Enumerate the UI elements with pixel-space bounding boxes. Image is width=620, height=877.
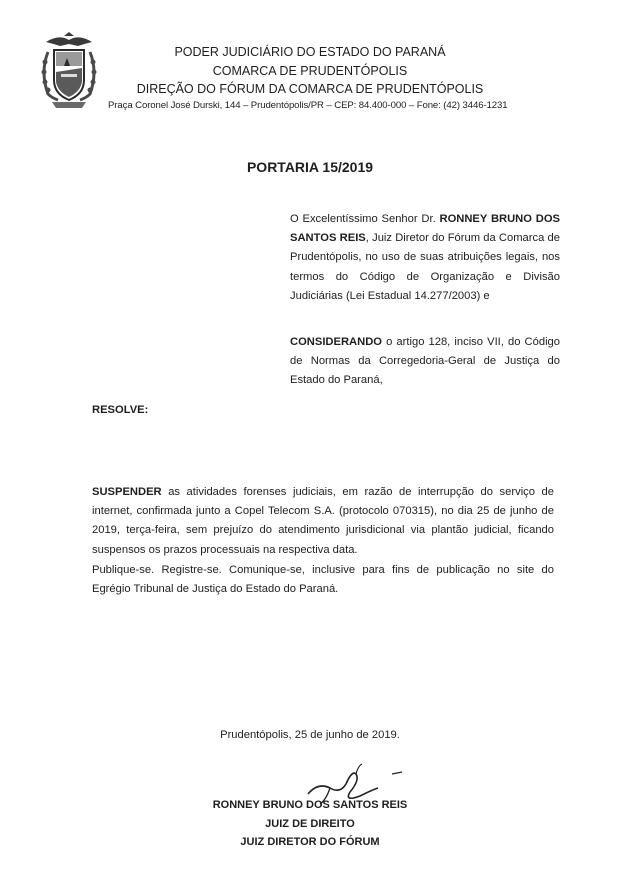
publish-paragraph: Publique-se. Registre-se. Comunique-se, inclusive para fins de publicação no site do Egrégio Tribunal de Justiça do Estado do Paraná. bbox=[92, 564, 554, 596]
intro-text-after: , Juiz Diretor do Fórum da Comarca de Prudentópolis, no uso de suas atribuições legais, nos termos do Código de Organização e Divisão Judiciárias (Lei Estadual 14.277/2003) e bbox=[290, 232, 560, 302]
considering-paragraph bbox=[290, 333, 560, 391]
header-address: Praça Coronel José Durski, 144 – Prudentópolis/PR – CEP: 84.400-000 – Fone: (42) 3446-1231 bbox=[108, 100, 508, 111]
intro-text-before: O Excelentíssimo Senhor Dr. bbox=[290, 213, 440, 225]
document-date: Prudentópolis, 25 de junho de 2019. bbox=[220, 729, 400, 741]
intro-paragraph bbox=[290, 210, 560, 306]
resolve-heading: RESOLVE: bbox=[92, 404, 149, 416]
suspend-paragraph bbox=[92, 483, 554, 560]
header-district: COMARCA DE PRUDENTÓPOLIS bbox=[212, 64, 408, 78]
judge-name: RONNEY BRUNO DOS SANTOS REIS bbox=[290, 213, 560, 245]
suspend-label: SUSPENDER bbox=[92, 486, 162, 498]
header-court-name: PODER JUDICIÁRIO DO ESTADO DO PARANÁ bbox=[174, 45, 446, 59]
signer-name: RONNEY BRUNO DOS SANTOS REIS bbox=[212, 799, 408, 811]
parana-coat-of-arms-icon bbox=[34, 32, 104, 110]
document-title: PORTARIA 15/2019 bbox=[246, 159, 374, 175]
signer-role: JUIZ DE DIREITO bbox=[265, 818, 355, 830]
considering-label: CONSIDERANDO bbox=[290, 336, 382, 348]
header-directorate: DIREÇÃO DO FÓRUM DA COMARCA DE PRUDENTÓPOLIS bbox=[136, 82, 484, 96]
considering-text: o artigo 128, inciso VII, do Código de Normas da Corregedoria-Geral de Justiça do Estado do Paraná, bbox=[290, 336, 560, 387]
suspend-text: as atividades forenses judiciais, em razão de interrupção do serviço de internet, confirmada junto a Copel Telecom S.A. (protocolo 070315), no dia 25 de junho de 2019, terça-feira, sem prejuízo do atendimento jurisdicional via plantão judicial, ficando suspensos os prazos processuais na respectiva data. bbox=[92, 486, 554, 556]
signer-position: JUIZ DIRETOR DO FÓRUM bbox=[240, 836, 380, 848]
